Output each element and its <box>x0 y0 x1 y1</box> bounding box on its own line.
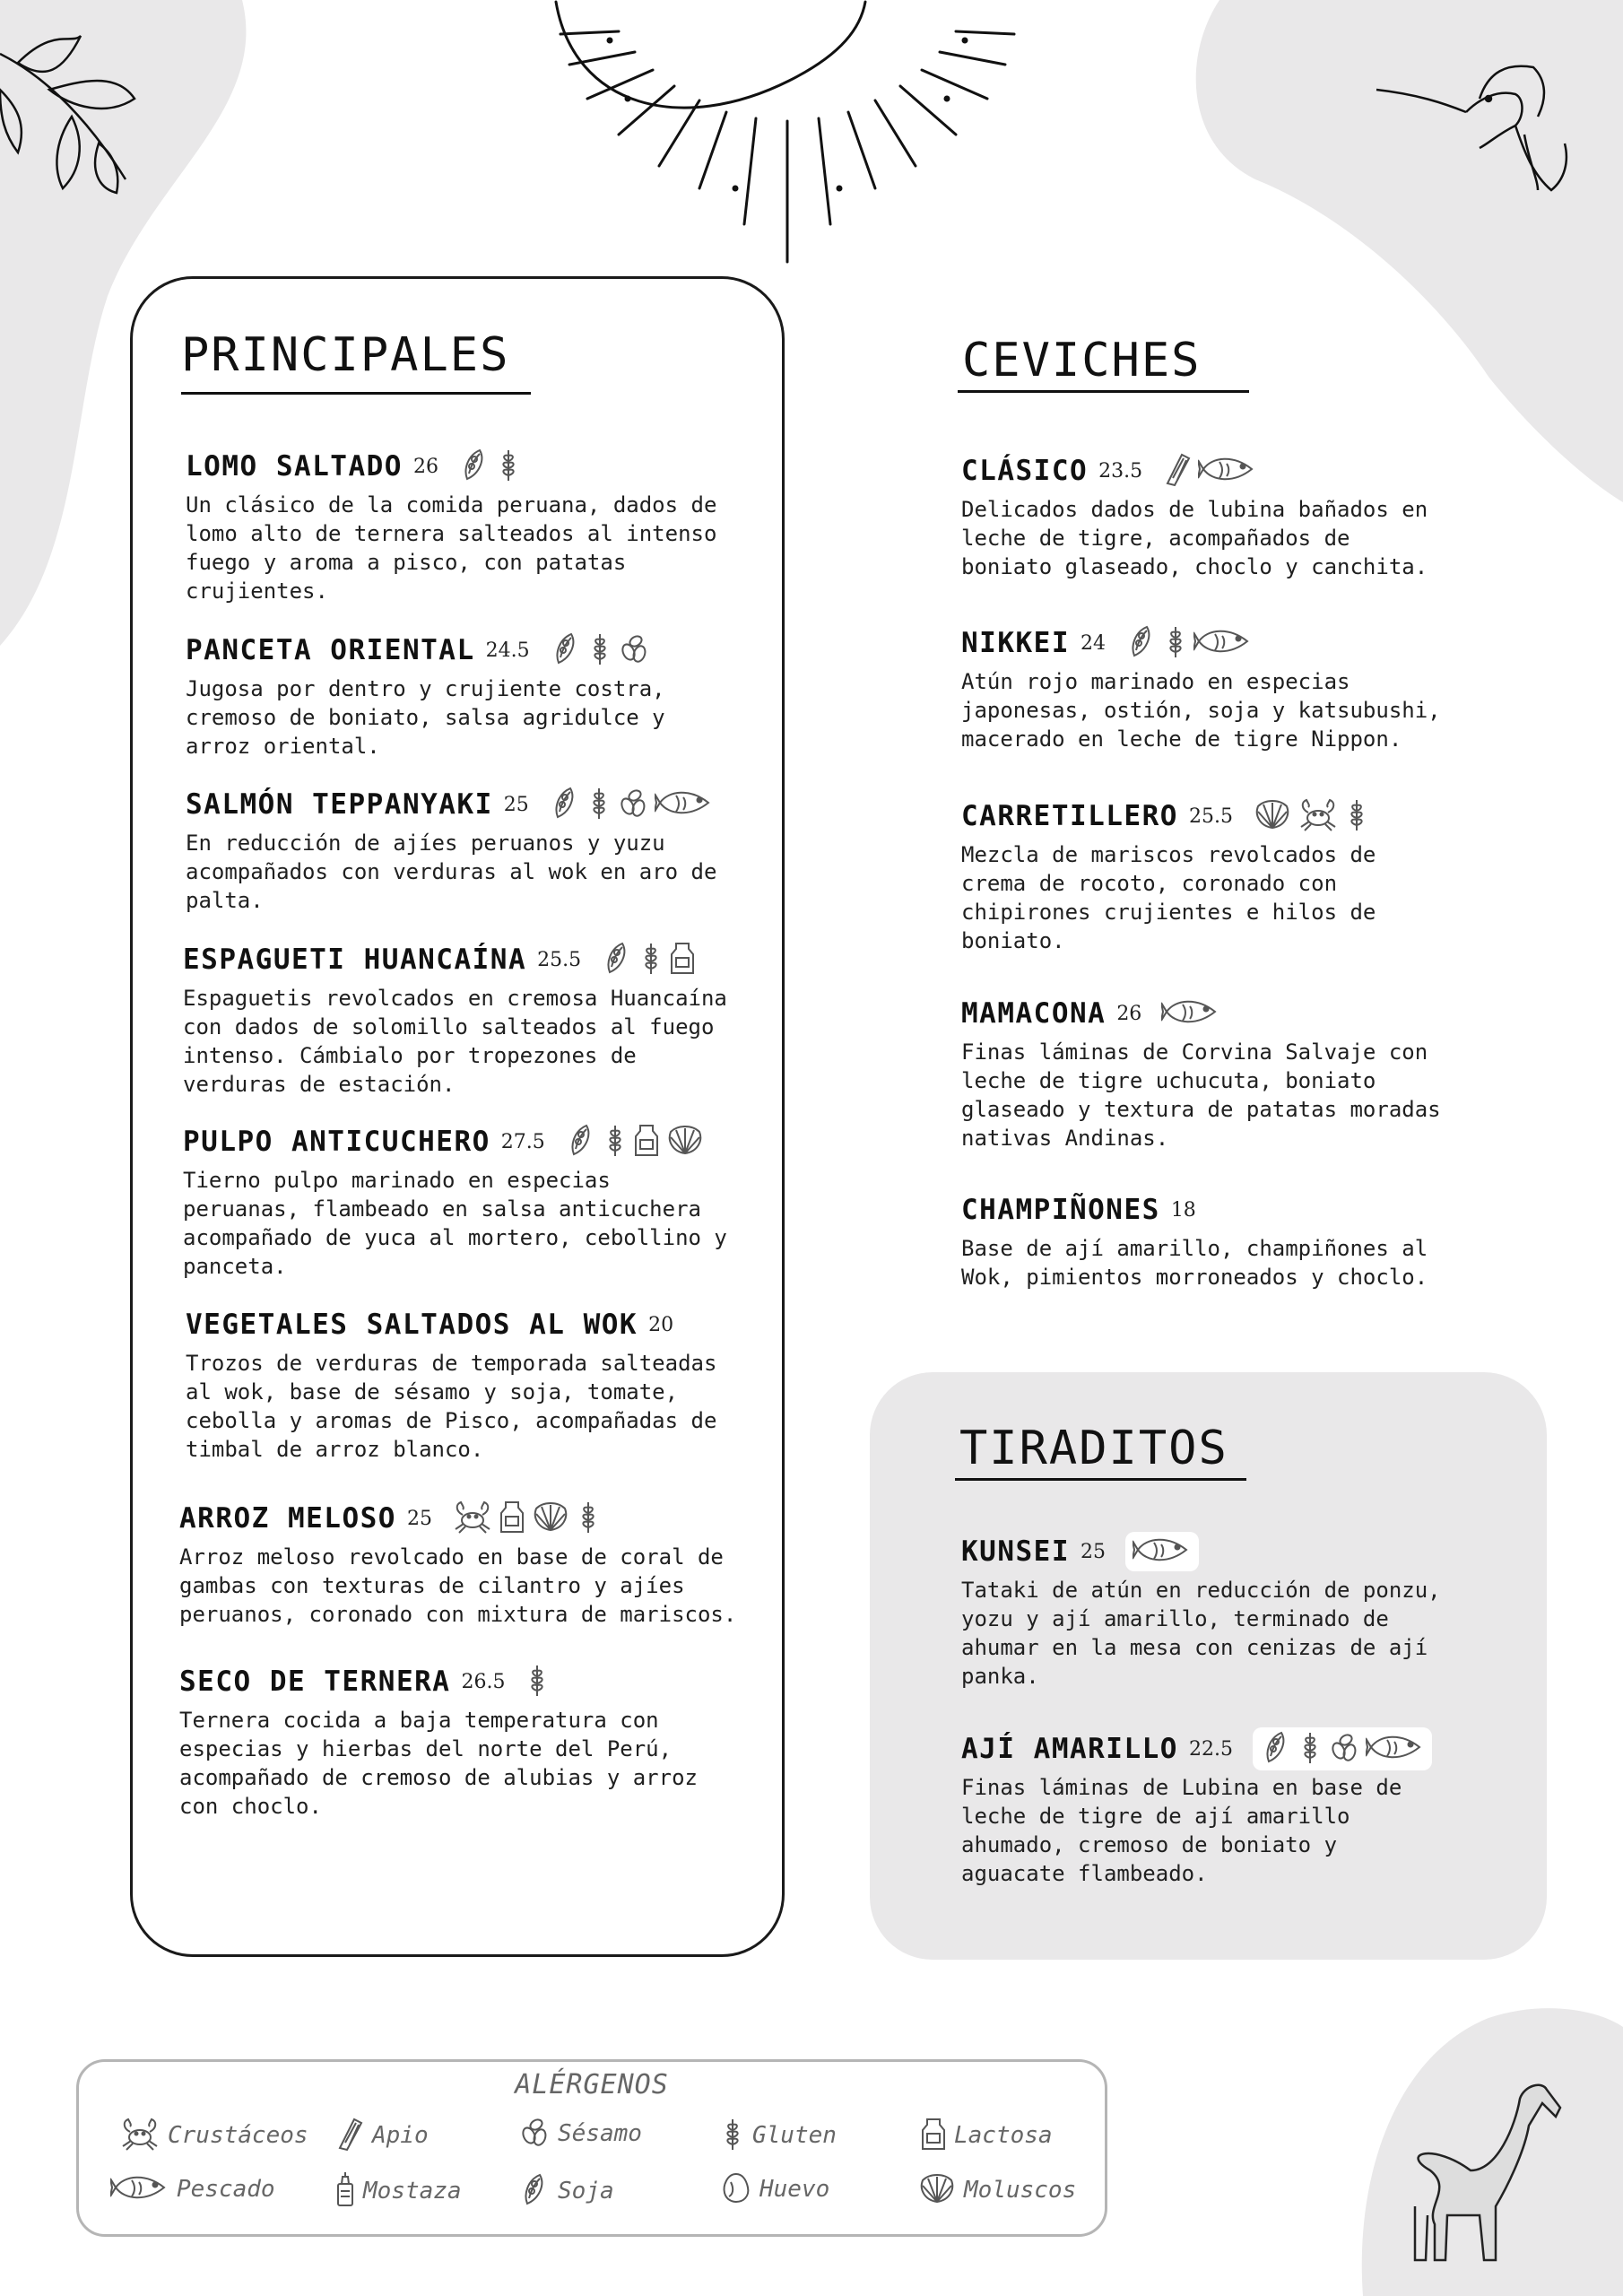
dish-description: Finas láminas de Lubina en base de leche de tigre de ají amarillo ahumado, cremoso de boniato y aguacate flambeado. <box>961 1775 1402 1886</box>
legend-label: Gluten <box>752 2122 837 2149</box>
sesamo-icon <box>1328 1731 1360 1767</box>
dish-description: Mezcla de mariscos revolcados de crema de rocoto, coronado con chipirones crujientes e hilos de boniato. <box>961 842 1376 953</box>
gluten-icon <box>576 1499 601 1538</box>
item-header <box>186 444 716 489</box>
gluten-icon <box>1298 1729 1323 1769</box>
dish-name: AJÍ AMARILLO <box>961 1733 1178 1765</box>
dish-price: 22.5 <box>1188 1737 1233 1761</box>
allergen-icons <box>601 940 696 979</box>
dish-price: 25.5 <box>1188 804 1233 828</box>
legend-item-huevo <box>720 2171 829 2207</box>
sun-icon <box>556 2 1014 262</box>
item-header <box>186 782 716 827</box>
crustaceos-icon <box>119 2116 161 2155</box>
gluten-icon <box>586 785 612 824</box>
legend-label: Apio <box>372 2122 429 2149</box>
gluten-icon <box>525 1662 550 1701</box>
dish-name: SECO DE TERNERA <box>179 1665 451 1698</box>
dish-price: 20 <box>648 1313 674 1336</box>
dish-description: Atún rojo marinado en especias japonesas, ostión, soja y katsubushi, macerado en leche de tigre Nippon. <box>961 669 1441 752</box>
soja-icon <box>550 631 582 670</box>
dish-name: CHAMPIÑONES <box>961 1194 1160 1226</box>
dish-price: 18 <box>1170 1198 1196 1222</box>
pescado-icon <box>1193 625 1253 661</box>
legend-item-soja <box>518 2171 614 2211</box>
dish-description: Ternera cocida a baja temperatura con especias y hierbas del norte del Perú, acompañado de cremoso de alubias y arroz con choclo. <box>179 1708 698 1819</box>
dish-price: 24 <box>1080 631 1106 655</box>
apio-icon <box>1162 451 1193 491</box>
legend-item-pescado <box>110 2171 275 2207</box>
principales-title: PRINCIPALES <box>181 328 510 382</box>
dish-description: Arroz meloso revolcado en base de coral de gambas con texturas de cilantro y ajíes peruanos, coronado con mixtura de mariscos. <box>179 1544 737 1627</box>
legend-item-crustaceos <box>119 2116 308 2155</box>
moluscos-icon <box>1253 797 1292 835</box>
apio-icon <box>334 2116 365 2155</box>
legend-item-lactosa <box>920 2116 1053 2155</box>
item-header <box>183 1119 727 1164</box>
allergen-icons <box>1162 451 1257 491</box>
principales-item <box>186 1302 716 1464</box>
dish-price: 25 <box>406 1507 432 1530</box>
principales-rule <box>181 392 531 395</box>
item-header <box>179 1496 736 1541</box>
dish-name: NIKKEI <box>961 627 1070 659</box>
allergen-icons <box>1253 1727 1432 1770</box>
item-header <box>961 794 1376 839</box>
soja-icon <box>458 447 490 486</box>
pescado-icon <box>1133 1534 1192 1570</box>
dish-description: Trozos de verduras de temporada salteadas al wok, base de sésamo y soja, tomate, cebolla y aromas de Pisco, acompañadas de timbal de arroz blanco. <box>186 1351 717 1462</box>
gluten-icon <box>1344 796 1369 836</box>
huevo-icon <box>720 2171 752 2207</box>
dish-description: Tierno pulpo marinado en especias peruanas, flambeado en salsa anticuchera acompañado de yuca al mortero, cebollino y panceta. <box>183 1168 727 1279</box>
legend-title: ALÉRGENOS <box>515 2069 669 2100</box>
item-header <box>183 937 727 982</box>
soja-icon <box>601 940 633 979</box>
legend-label: Sésamo <box>558 2120 642 2147</box>
legend-item-gluten <box>720 2116 837 2155</box>
principales-item <box>186 782 716 915</box>
item-header <box>961 1726 1432 1771</box>
gluten-icon <box>638 940 664 979</box>
dish-name: CARRETILLERO <box>961 800 1178 832</box>
moluscos-icon <box>531 1500 570 1537</box>
allergen-icons <box>458 447 521 486</box>
dish-name: ARROZ MELOSO <box>179 1502 396 1535</box>
allergen-icons <box>549 785 714 824</box>
dish-price: 25.5 <box>537 948 582 971</box>
principales-item <box>186 628 665 761</box>
item-header <box>961 448 1428 493</box>
tiraditos-item <box>961 1529 1441 1691</box>
ceviches-rule <box>958 390 1249 393</box>
dish-description: Espaguetis revolcados en cremosa Huancaína con dados de solomillo salteados al fuego intenso. Cámbialo por tropezones de verduras de estación. <box>183 986 727 1097</box>
dish-price: 26 <box>1116 1002 1142 1025</box>
allergen-icons <box>525 1662 550 1701</box>
sesamo-icon <box>617 787 649 822</box>
soja-icon <box>1125 623 1158 663</box>
dish-name: CLÁSICO <box>961 455 1089 487</box>
ceviches-item <box>961 794 1376 955</box>
moluscos-icon <box>917 2171 957 2209</box>
item-header <box>961 621 1441 665</box>
principales-item <box>186 444 716 605</box>
item-header <box>186 1302 716 1347</box>
dish-name: PANCETA ORIENTAL <box>186 634 475 666</box>
allergen-icons <box>565 1122 705 1161</box>
dish-name: PULPO ANTICUCHERO <box>183 1126 490 1158</box>
gluten-icon <box>587 631 612 670</box>
legend-item-apio <box>334 2116 429 2155</box>
allergen-icons <box>1125 623 1253 663</box>
lactosa-icon <box>669 940 696 979</box>
pescado-icon <box>655 787 714 822</box>
legend-label: Lactosa <box>954 2122 1053 2149</box>
item-header <box>186 628 665 673</box>
ceviches-item <box>961 448 1428 581</box>
legend-label: Soja <box>558 2178 614 2205</box>
tiraditos-title: TIRADITOS <box>959 1422 1228 1475</box>
dish-price: 23.5 <box>1098 459 1143 483</box>
allergen-icons <box>550 631 650 670</box>
soja-icon <box>518 2171 551 2211</box>
allergen-icons <box>1161 996 1220 1031</box>
gluten-icon <box>496 447 521 486</box>
item-header <box>961 991 1441 1036</box>
dish-price: 25 <box>503 793 529 816</box>
dish-description: Tataki de atún en reducción de ponzu, yozu y ají amarillo, terminado de ahumar en la mesa con cenizas de ají panka. <box>961 1578 1441 1689</box>
lactosa-icon <box>499 1499 525 1538</box>
legend-label: Moluscos <box>964 2177 1077 2204</box>
moluscos-icon <box>665 1123 705 1161</box>
ceviches-item <box>961 621 1441 753</box>
principales-item <box>179 1659 698 1821</box>
item-header <box>961 1187 1428 1232</box>
dish-name: SALMÓN TEPPANYAKI <box>186 788 493 821</box>
crustaceos-icon <box>1298 796 1339 836</box>
dish-description: Un clásico de la comida peruana, dados de lomo alto de ternera salteados al intenso fuego y aroma a pisco, con patatas crujientes. <box>186 492 717 604</box>
legend-label: Huevo <box>759 2176 830 2203</box>
dish-price: 24.5 <box>485 639 530 662</box>
legend-item-sesamo <box>518 2116 642 2152</box>
legend-label: Crustáceos <box>168 2122 308 2149</box>
legend-item-mostaza <box>334 2171 462 2211</box>
dish-name: MAMACONA <box>961 997 1107 1030</box>
soja-icon <box>565 1122 597 1161</box>
soja-icon <box>549 785 581 824</box>
dish-name: VEGETALES SALTADOS AL WOK <box>186 1309 638 1341</box>
dish-name: LOMO SALTADO <box>186 450 403 483</box>
crustaceos-icon <box>452 1499 493 1538</box>
mostaza-icon <box>334 2171 356 2211</box>
legend-label: Pescado <box>177 2176 275 2203</box>
tiraditos-item <box>961 1726 1432 1888</box>
principales-item <box>183 937 727 1099</box>
pescado-icon <box>1198 453 1257 489</box>
item-header <box>179 1659 698 1704</box>
dish-price: 26 <box>412 455 438 478</box>
allergen-icons <box>452 1499 601 1538</box>
sesamo-icon <box>618 632 650 668</box>
dish-price: 25 <box>1080 1540 1106 1563</box>
top-right-blob <box>1196 0 1623 502</box>
principales-item <box>179 1496 736 1629</box>
dish-description: Base de ají amarillo, champiñones al Wok, pimientos morroneados y choclo. <box>961 1236 1428 1290</box>
gluten-icon <box>603 1122 628 1161</box>
dish-name: ESPAGUETI HUANCAÍNA <box>183 944 527 976</box>
pescado-icon <box>110 2171 169 2207</box>
ceviches-item <box>961 991 1441 1152</box>
ceviches-title: CEVICHES <box>962 334 1202 387</box>
gluten-icon <box>720 2116 745 2155</box>
dish-price: 27.5 <box>500 1130 545 1153</box>
allergen-icons <box>1253 796 1369 836</box>
sesamo-icon <box>518 2116 551 2152</box>
dish-description: Finas láminas de Corvina Salvaje con leche de tigre uchucuta, boniato glaseado y textura de patatas moradas nativas Andinas. <box>961 1039 1441 1151</box>
legend-label: Mostaza <box>363 2178 462 2205</box>
dish-description: En reducción de ajíes peruanos y yuzu acompañados con verduras al wok en aro de palta. <box>186 831 717 913</box>
tiraditos-rule <box>955 1478 1246 1481</box>
dish-description: Jugosa por dentro y crujiente costra, cremoso de boniato, salsa agridulce y arroz oriental. <box>186 676 665 759</box>
gluten-icon <box>1163 623 1188 663</box>
soja-icon <box>1260 1729 1292 1769</box>
pescado-icon <box>1161 996 1220 1031</box>
allergen-icons <box>1125 1532 1199 1571</box>
lactosa-icon <box>633 1122 660 1161</box>
dish-description: Delicados dados de lubina bañados en leche de tigre, acompañados de boniato glaseado, choclo y canchita. <box>961 497 1428 579</box>
dish-price: 26.5 <box>461 1670 506 1693</box>
lactosa-icon <box>920 2116 947 2155</box>
ceviches-item <box>961 1187 1428 1292</box>
item-header <box>961 1529 1441 1574</box>
pescado-icon <box>1366 1731 1425 1767</box>
legend-item-moluscos <box>917 2171 1076 2209</box>
allergens-legend <box>76 2059 1107 2237</box>
principales-item <box>183 1119 727 1281</box>
dish-name: KUNSEI <box>961 1535 1070 1568</box>
